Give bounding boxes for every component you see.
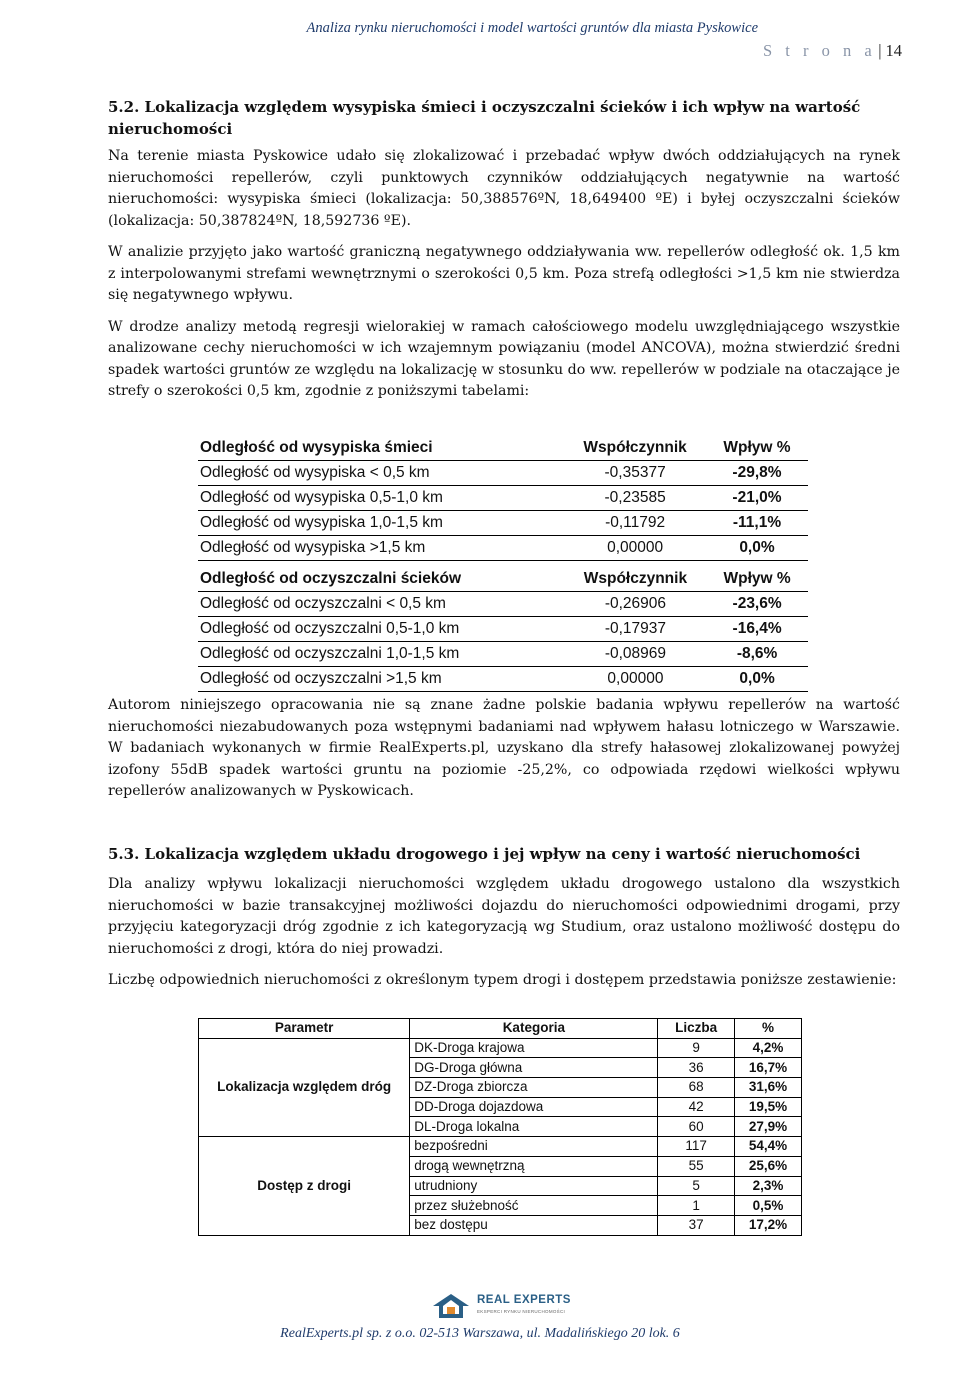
cell: Odległość od oczyszczalni < 0,5 km — [198, 592, 565, 617]
cell: bezpośredni — [410, 1137, 658, 1157]
cell: 0,0% — [706, 667, 808, 692]
cell: -8,6% — [706, 642, 808, 667]
page-word: S t r o n a — [762, 41, 877, 60]
cell: 27,9% — [734, 1117, 801, 1137]
cell: 55 — [658, 1156, 735, 1176]
cell: 0,00000 — [564, 536, 706, 561]
section-5-2-text — [108, 146, 900, 413]
cell: 2,3% — [734, 1176, 801, 1196]
cell: 0,00000 — [565, 667, 707, 692]
paragraph: Autorom niniejszego opracowania nie są znane żadne polskie badania wpływu repellerów na wartość nieruchomości niezabudowanych poza wstępnymi badaniami nad wpływem hałasu lotniczego w Warszawie. W badaniach wykonanych w firmie RealExperts.pl, uzyskano dla strefy hałasowej zlokalizowanej powyżej izofony 55dB spadek wartości gruntu na poziomie -25,2%, co odpowiada rzędowi wielkości wpływu repellerów analizowanych w Pyskowicach. — [108, 697, 900, 799]
cell: 117 — [658, 1137, 735, 1157]
cell: DG-Droga główna — [410, 1058, 658, 1078]
cell: Odległość od wysypiska >1,5 km — [198, 536, 564, 561]
cell: 4,2% — [734, 1038, 801, 1058]
cell: -21,0% — [706, 486, 808, 511]
cell: 37 — [658, 1215, 735, 1235]
header-cell: Odległość od wysypiska śmieci — [198, 436, 564, 461]
cell: przez służebność — [410, 1196, 658, 1216]
cell: Odległość od oczyszczalni 1,0-1,5 km — [198, 642, 565, 667]
cell: -23,6% — [706, 592, 808, 617]
cell: Odległość od wysypiska < 0,5 km — [198, 461, 564, 486]
paragraph: Na terenie miasta Pyskowice udało się zlokalizować i przebadać wpływ dwóch oddziałujących na rynek nieruchomości repellerów, czyli punktowych czynników oddziałujących negatywnie na wartość nieruchomości: wysypiska śmieci (lokalizacja: 50,388576ºN, 18,649400 ºE) i byłej oczyszczalni ścieków (lokalizacja: 50,387824ºN, 18,592736 ºE). — [108, 148, 900, 229]
cell: -0,26906 — [565, 592, 707, 617]
header-cell: Parametr — [199, 1019, 410, 1039]
header-cell: Wpływ % — [706, 436, 808, 461]
cell: 1 — [658, 1196, 735, 1216]
header-cell: Wpływ % — [706, 567, 808, 592]
cell: 19,5% — [734, 1097, 801, 1117]
cell: Odległość od oczyszczalni >1,5 km — [198, 667, 565, 692]
cell: 42 — [658, 1097, 735, 1117]
cell: 54,4% — [734, 1137, 801, 1157]
table-row — [198, 667, 808, 692]
header-cell: Liczba — [658, 1019, 735, 1039]
cell: DK-Droga krajowa — [410, 1038, 658, 1058]
table-row — [198, 461, 808, 486]
group-label: Dostęp z drogi — [199, 1137, 410, 1235]
real-experts-logo — [431, 1292, 571, 1320]
table-header-row — [198, 436, 808, 461]
paragraph: Liczbę odpowiednich nieruchomości z określonym typem drogi i dostępem przedstawia poniższe zestawienie: — [108, 972, 897, 988]
page-footer: RealExperts.pl sp. z o.o. 02-513 Warszawa, ul. Madalińskiego 20 lok. 6 — [280, 1326, 680, 1341]
cell: 17,2% — [734, 1215, 801, 1235]
cell: 36 — [658, 1058, 735, 1078]
section-5-2-heading: 5.2. Lokalizacja względem wysypiska śmieci i oczyszczalni ścieków i ich wpływ na wartość nieruchomości — [108, 98, 861, 138]
cell: 25,6% — [734, 1156, 801, 1176]
header-cell: Odległość od oczyszczalni ścieków — [198, 567, 565, 592]
landfill-impact-table — [198, 436, 808, 561]
cell: Odległość od oczyszczalni 0,5-1,0 km — [198, 617, 565, 642]
cell: -0,35377 — [564, 461, 706, 486]
table-header-row — [199, 1019, 802, 1039]
paragraph: W drodze analizy metodą regresji wielorakiej w ramach całościowego modelu uwzględniającego wszystkie analizowane cechy nieruchomości w ich wzajemnym powiązaniu (model ANCOVA), można stwierdzić średni spadek wartości gruntów ze względu na lokalizację w stosunku do ww. repellerów w podziale na otaczające je strefy o szerokości 0,5 km, zgodnie z poniższymi tabelami: — [108, 318, 900, 399]
cell: Odległość od wysypiska 0,5-1,0 km — [198, 486, 564, 511]
cell: DZ-Droga zbiorcza — [410, 1078, 658, 1098]
section-5-3-text — [108, 874, 900, 1002]
paragraph: Dla analizy wpływu lokalizacji nieruchomości względem układu drogowego ustalono dla wszystkich nieruchomości w bazie transakcyjnej możliwości dojazdu do nieruchomości odpowiednimi drogami, przy przyjęciu kategoryzacji dróg zgodnie z ich kategoryzacją wg Studium, oraz ustalono możliwość dostępu do nieruchomości z drogi, która do niej prowadzi. — [108, 876, 900, 957]
road-access-table — [198, 1018, 802, 1236]
cell: drogą wewnętrzną — [410, 1156, 658, 1176]
table-row — [198, 642, 808, 667]
paragraph: W analizie przyjęto jako wartość graniczną negatywnego oddziaływania ww. repellerów odległość ok. 1,5 km z interpolowanymi strefami wewnętrznymi o szerokości 0,5 km. Poza strefą odległości >1,5 km nie stwierdza się negatywnego wpływu. — [108, 244, 900, 303]
cell: 68 — [658, 1078, 735, 1098]
section-5-2-closing-text — [108, 695, 900, 813]
running-header-title: Analiza rynku nieruchomości i model wartości gruntów dla miasta Pyskowice — [306, 20, 758, 36]
cell: 9 — [658, 1038, 735, 1058]
page-number: 14 — [885, 41, 902, 60]
cell: DL-Droga lokalna — [410, 1117, 658, 1137]
cell: DD-Droga dojazdowa — [410, 1097, 658, 1117]
cell: bez dostępu — [410, 1215, 658, 1235]
table-row — [198, 486, 808, 511]
cell: 0,0% — [706, 536, 808, 561]
cell: 0,5% — [734, 1196, 801, 1216]
cell: utrudniony — [410, 1176, 658, 1196]
cell: -16,4% — [706, 617, 808, 642]
header-cell: % — [734, 1019, 801, 1039]
cell: -11,1% — [706, 511, 808, 536]
cell: -0,23585 — [564, 486, 706, 511]
header-cell: Współczynnik — [564, 436, 706, 461]
header-cell: Kategoria — [410, 1019, 658, 1039]
header-cell: Współczynnik — [565, 567, 707, 592]
cell: Odległość od wysypiska 1,0-1,5 km — [198, 511, 564, 536]
house-logo-icon — [431, 1292, 471, 1320]
cell: -0,17937 — [565, 617, 707, 642]
cell: 5 — [658, 1176, 735, 1196]
table-row — [198, 617, 808, 642]
table-header-row — [198, 567, 808, 592]
logo-tagline: EKSPERCI RYNKU NIERUCHOMOŚCI — [477, 1309, 566, 1314]
table-row — [199, 1038, 802, 1058]
cell: 60 — [658, 1117, 735, 1137]
table-row — [199, 1137, 802, 1157]
page-number-label: S t r o n a | 14 — [762, 41, 902, 60]
table-row — [198, 592, 808, 617]
section-5-3-heading: 5.3. Lokalizacja względem układu drogowego i jej wpływ na ceny i wartość nieruchomości — [108, 845, 861, 863]
cell: 31,6% — [734, 1078, 801, 1098]
sewage-impact-table — [198, 567, 808, 692]
cell: -29,8% — [706, 461, 808, 486]
table-row — [198, 536, 808, 561]
cell: -0,08969 — [565, 642, 707, 667]
logo-name: REAL EXPERTS — [477, 1294, 571, 1306]
cell: 16,7% — [734, 1058, 801, 1078]
group-label: Lokalizacja względem dróg — [199, 1038, 410, 1136]
cell: -0,11792 — [564, 511, 706, 536]
table-row — [198, 511, 808, 536]
